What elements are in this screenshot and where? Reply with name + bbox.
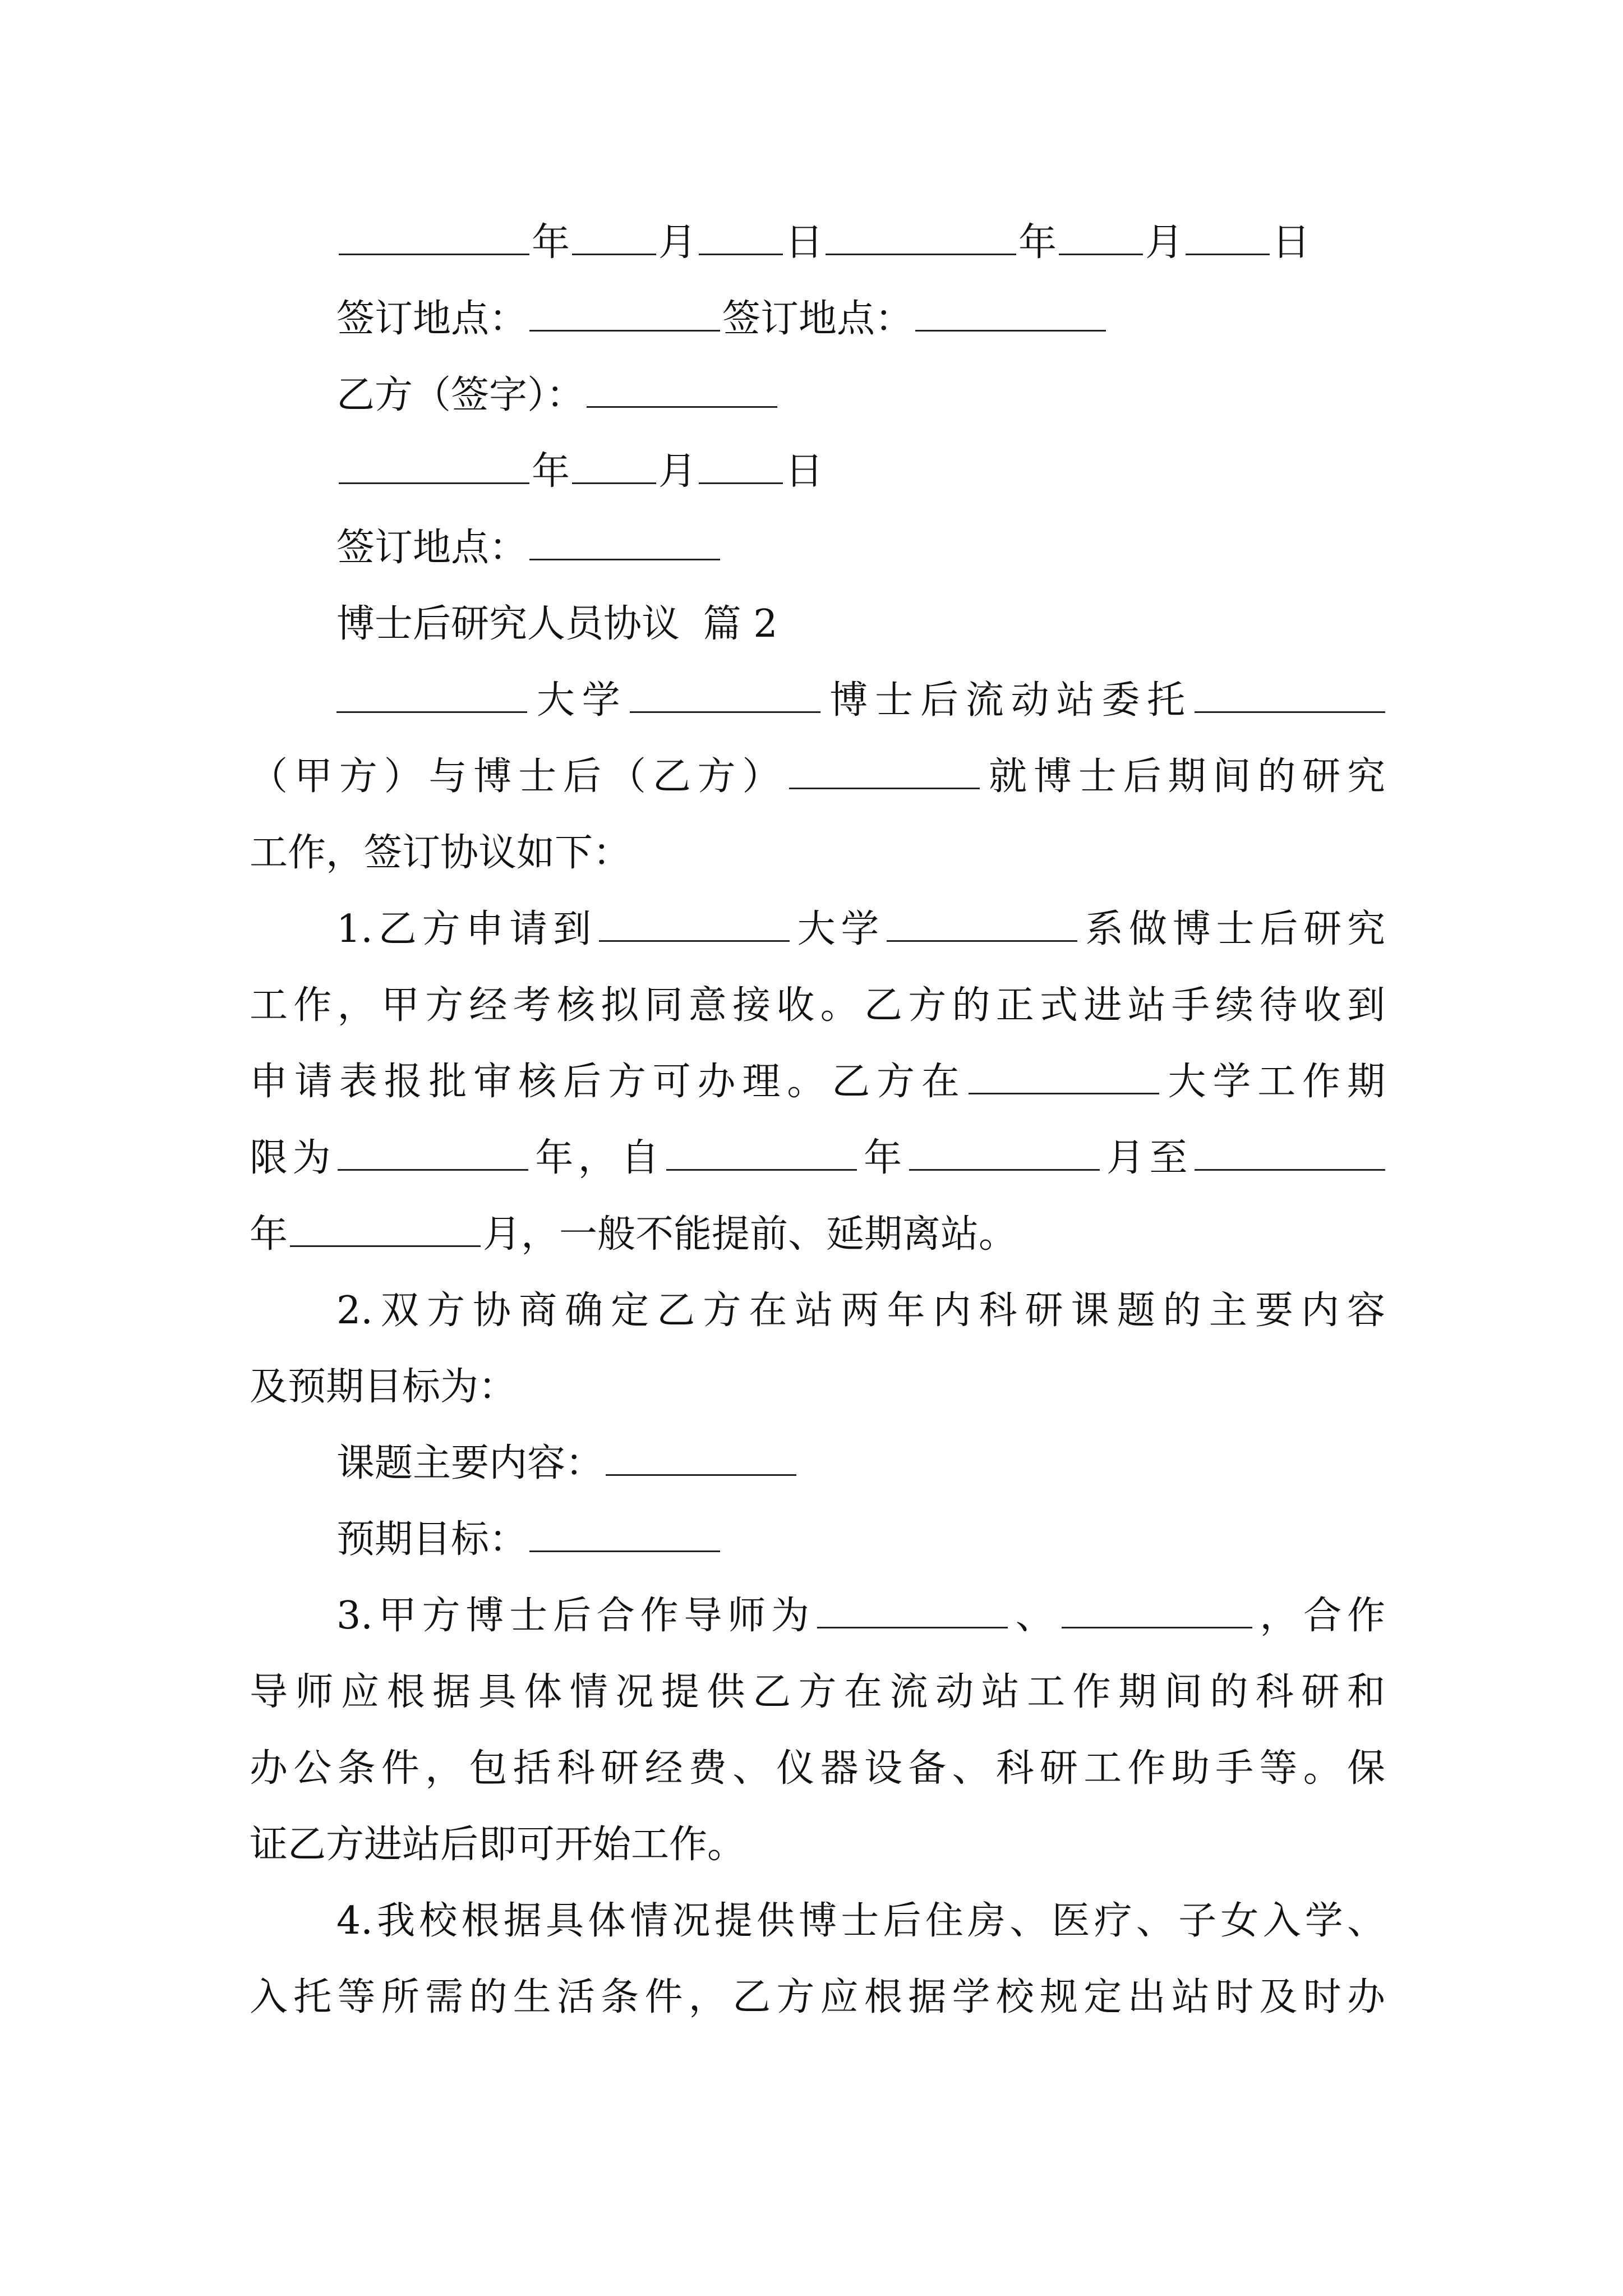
intro-agreement-text: 工作，签订协议如下： — [250, 831, 631, 875]
blank-item1-end-year[interactable] — [1195, 1135, 1385, 1171]
signing-place-line-single — [336, 523, 722, 573]
item2-line-1 — [336, 1286, 1385, 1336]
item1-line-1 — [336, 904, 1385, 955]
item1-line-5 — [250, 1209, 1017, 1260]
item3-line-1 — [336, 1591, 1385, 1641]
intro-line-1 — [336, 675, 1385, 726]
party-b-sign-line — [336, 370, 780, 421]
item1-text-3b: 大学工作期 — [1161, 1060, 1385, 1104]
month-label-2: 月 — [1145, 220, 1184, 265]
blank-signing-place-3[interactable] — [529, 525, 720, 560]
item1-text-4b: 年，自 — [530, 1136, 664, 1180]
item3-text-1b: 、 — [1009, 1594, 1059, 1638]
date-line-single — [336, 447, 823, 497]
blank-postdoc-name[interactable] — [789, 754, 980, 789]
section-number: 篇 2 — [703, 602, 778, 646]
signing-place-label-1: 签订地点： — [336, 297, 528, 341]
item1-text-4d: 月至 — [1101, 1136, 1192, 1180]
date-line-double — [336, 218, 1310, 268]
item4-line-2 — [250, 1972, 1385, 2023]
year-label-3: 年 — [532, 449, 570, 494]
item1-text-5b: 月，一般不能提前、延期离站。 — [483, 1212, 1017, 1257]
blank-university-intro[interactable] — [336, 678, 527, 713]
item1-line-3 — [250, 1057, 1385, 1107]
blank-item1-start-month[interactable] — [909, 1135, 1100, 1171]
blank-research-content[interactable] — [606, 1441, 796, 1476]
day-label-1: 日 — [785, 220, 824, 265]
intro-university-text: 大学 — [529, 678, 628, 723]
day-label-2: 日 — [1272, 220, 1311, 265]
item1-text-4c: 年 — [859, 1136, 907, 1180]
blank-item1-university-2[interactable] — [969, 1059, 1159, 1094]
blank-item1-department[interactable] — [887, 907, 1077, 942]
party-b-sign-label: 乙方（签字）： — [336, 373, 585, 417]
blank-advisor-2[interactable] — [1062, 1593, 1252, 1628]
item3-text-1a: 3.甲方博士后合作导师为 — [336, 1594, 815, 1638]
item4-text-2: 入托等所需的生活条件，乙方应根据学校规定出站时及时办 — [250, 1975, 1385, 2019]
item2-goal-label: 预期目标： — [336, 1517, 528, 1562]
item2-text-2: 及预期目标为： — [250, 1365, 517, 1409]
blank-signing-place-2[interactable] — [915, 296, 1106, 332]
item1-department-text: 系做博士后研究 — [1080, 907, 1385, 951]
item3-text-2: 导师应根据具体情况提供乙方在流动站工作期间的科研和 — [250, 1670, 1385, 1714]
item3-line-3 — [250, 1743, 1385, 1794]
intro-party-text: （甲方）与博士后（乙方） — [250, 754, 787, 799]
section-title: 博士后研究人员协议 — [336, 602, 680, 646]
intro-line-3 — [250, 828, 631, 878]
item1-line-2 — [250, 981, 1385, 1031]
item4-text-1: 4.我校根据具体情况提供博士后住房、医疗、子女入学、 — [336, 1899, 1385, 1943]
blank-item1-university[interactable] — [599, 907, 790, 942]
month-label-1: 月 — [658, 220, 697, 265]
item1-text-5a: 年 — [250, 1212, 288, 1257]
blank-month-3[interactable] — [572, 449, 656, 484]
blank-item1-end-month[interactable] — [290, 1212, 481, 1247]
item2-text-1: 2.双方协商确定乙方在站两年内科研课题的主要内容 — [336, 1289, 1385, 1333]
item1-line-4 — [250, 1133, 1385, 1184]
item3-text-3: 办公条件，包括科研经费、仪器设备、科研工作助手等。保 — [250, 1746, 1385, 1791]
day-label-3: 日 — [785, 449, 824, 494]
blank-station-intro[interactable] — [1195, 678, 1385, 713]
blank-year-3[interactable] — [339, 449, 529, 484]
blank-department-intro[interactable] — [630, 678, 820, 713]
blank-month-2[interactable] — [1059, 220, 1143, 255]
item2-goal-line — [336, 1515, 722, 1565]
item1-text-3a: 申请表报批审核后方可办理。乙方在 — [250, 1060, 966, 1104]
item1-text-2: 工作，甲方经考核拟同意接收。乙方的正式进站手续待收到 — [250, 983, 1385, 1028]
blank-item1-start-year[interactable] — [666, 1135, 857, 1171]
item2-line-2 — [250, 1362, 517, 1412]
blank-party-b-sign[interactable] — [587, 372, 777, 408]
blank-day-1[interactable] — [699, 220, 783, 255]
item1-university-text: 大学 — [791, 907, 885, 951]
item3-line-2 — [250, 1667, 1385, 1718]
item1-text-4a: 限为 — [250, 1136, 335, 1180]
intro-research-text: 就博士后期间的研究 — [982, 754, 1385, 799]
year-label-2: 年 — [1018, 220, 1057, 265]
intro-line-2 — [250, 752, 1385, 802]
intro-station-text: 博士后流动站委托 — [822, 678, 1192, 723]
month-label-3: 月 — [658, 449, 697, 494]
blank-day-3[interactable] — [699, 449, 783, 484]
blank-signing-place-1[interactable] — [529, 296, 720, 332]
item4-line-1 — [336, 1896, 1385, 1947]
item2-content-label: 课题主要内容： — [336, 1441, 604, 1485]
item3-text-1c: ，合作 — [1254, 1594, 1385, 1638]
signing-place-label-2: 签订地点： — [722, 297, 914, 341]
item1-apply-text: 1.乙方申请到 — [336, 907, 597, 951]
signing-place-line-double — [336, 294, 1108, 344]
blank-advisor-1[interactable] — [817, 1593, 1008, 1628]
blank-day-2[interactable] — [1186, 220, 1270, 255]
item3-line-4 — [250, 1820, 745, 1870]
blank-year-2[interactable] — [826, 220, 1016, 255]
section-heading — [336, 599, 778, 650]
item2-content-line — [336, 1438, 799, 1489]
blank-item1-term-years[interactable] — [338, 1135, 528, 1171]
blank-year-1[interactable] — [339, 220, 529, 255]
year-label-1: 年 — [532, 220, 570, 265]
item3-text-4: 证乙方进站后即可开始工作。 — [250, 1823, 746, 1867]
signing-place-label-3: 签订地点： — [336, 526, 528, 570]
blank-month-1[interactable] — [572, 220, 656, 255]
blank-expected-goal[interactable] — [529, 1517, 720, 1552]
